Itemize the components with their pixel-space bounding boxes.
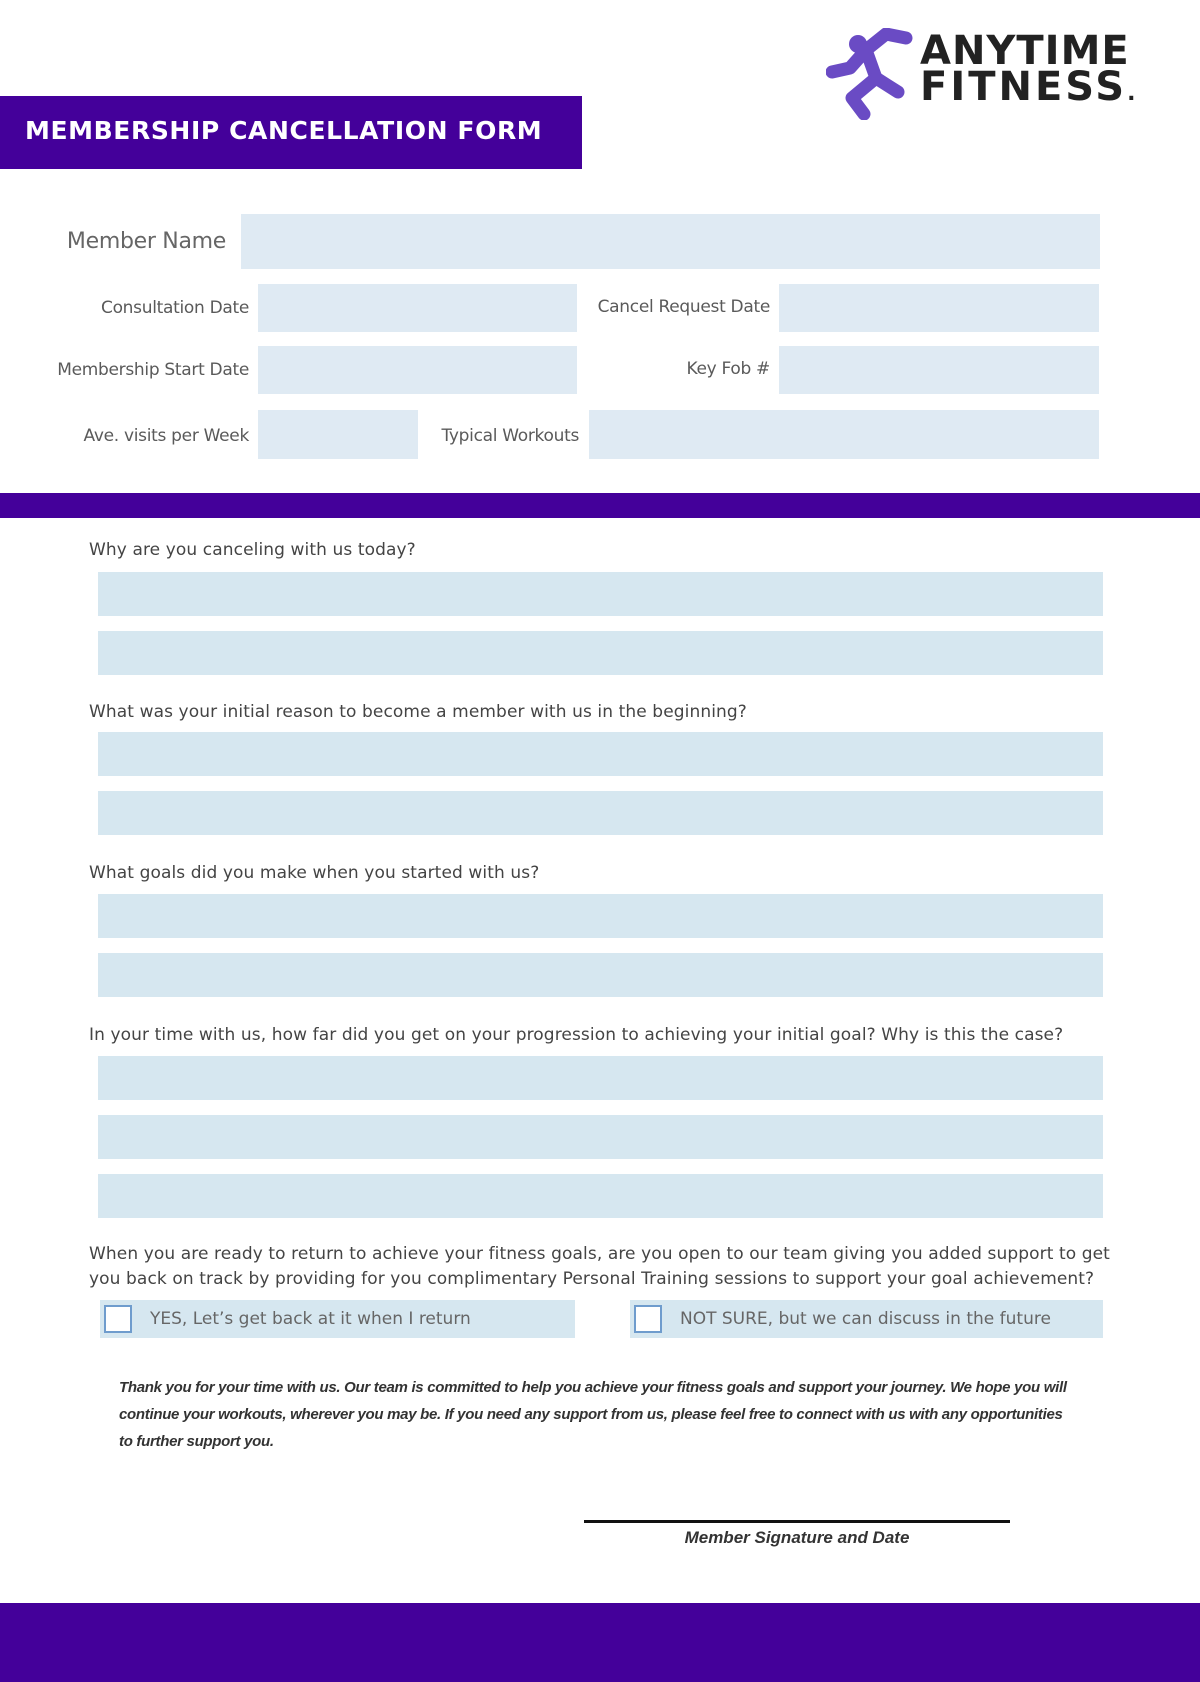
brand-name-line1: ANYTIME	[920, 28, 1130, 74]
membership-start-date-label: Membership Start Date	[57, 360, 249, 380]
footer-band	[0, 1603, 1200, 1682]
answer-4-line-2[interactable]	[98, 1115, 1103, 1159]
running-man-icon	[826, 28, 918, 120]
brand-logo	[826, 28, 1171, 118]
answer-2-line-1[interactable]	[98, 732, 1103, 776]
answer-4-line-1[interactable]	[98, 1056, 1103, 1100]
brand-name-line2-wrap	[920, 64, 1139, 113]
question-5-line-1: When you are ready to return to achieve your fitness goals, are you open to our team giving you added support to get	[89, 1244, 1110, 1264]
key-fob-input[interactable]	[779, 346, 1099, 394]
consultation-date-input[interactable]	[258, 284, 577, 332]
thank-you-line-2: continue your workouts, wherever you may be. If you need any support from us, please feel free to connect with us with any opportunities	[119, 1406, 1063, 1423]
member-name-input[interactable]	[241, 214, 1100, 269]
thank-you-line-3: to further support you.	[119, 1433, 274, 1450]
member-name-label: Member Name	[66, 229, 226, 254]
answer-3-line-2[interactable]	[98, 953, 1103, 997]
signature-line[interactable]	[584, 1520, 1010, 1523]
option-yes-label: YES, Let’s get back at it when I return	[150, 1309, 471, 1329]
question-1: Why are you canceling with us today?	[89, 540, 416, 560]
not-sure-checkbox[interactable]	[634, 1305, 662, 1333]
page-title: MEMBERSHIP CANCELLATION FORM	[25, 116, 543, 145]
key-fob-label: Key Fob #	[686, 359, 770, 379]
question-4: In your time with us, how far did you get on your progression to achieving your initial goal? Why is this the case?	[89, 1025, 1064, 1045]
option-yes[interactable]	[100, 1300, 575, 1338]
membership-start-date-input[interactable]	[258, 346, 577, 394]
divider-band	[0, 493, 1200, 518]
yes-checkbox[interactable]	[104, 1305, 132, 1333]
title-banner	[0, 96, 582, 169]
answer-3-line-1[interactable]	[98, 894, 1103, 938]
signature-label: Member Signature and Date	[684, 1528, 910, 1547]
typical-workouts-label: Typical Workouts	[441, 426, 579, 446]
question-2: What was your initial reason to become a member with us in the beginning?	[89, 702, 747, 722]
ave-visits-label: Ave. visits per Week	[83, 426, 249, 446]
option-not-sure[interactable]	[630, 1300, 1103, 1338]
thank-you-message	[119, 1374, 1109, 1455]
brand-registered-mark: .	[1127, 81, 1139, 106]
answer-1-line-2[interactable]	[98, 631, 1103, 675]
consultation-date-label: Consultation Date	[101, 298, 249, 318]
ave-visits-input[interactable]	[258, 410, 418, 459]
question-5-line-2: you back on track by providing for you complimentary Personal Training sessions to support your goal achievement?	[89, 1269, 1095, 1289]
answer-2-line-2[interactable]	[98, 791, 1103, 835]
cancel-request-date-label: Cancel Request Date	[597, 297, 770, 317]
question-3: What goals did you make when you started with us?	[89, 863, 540, 883]
cancel-request-date-input[interactable]	[779, 284, 1099, 332]
answer-1-line-1[interactable]	[98, 572, 1103, 616]
thank-you-line-1: Thank you for your time with us. Our team is committed to help you achieve your fitness goals and support your journey. We hope you will	[119, 1379, 1067, 1396]
typical-workouts-input[interactable]	[589, 410, 1099, 459]
answer-4-line-3[interactable]	[98, 1174, 1103, 1218]
brand-name-line2: FITNESS	[920, 64, 1128, 110]
option-not-sure-label: NOT SURE, but we can discuss in the future	[680, 1309, 1051, 1329]
